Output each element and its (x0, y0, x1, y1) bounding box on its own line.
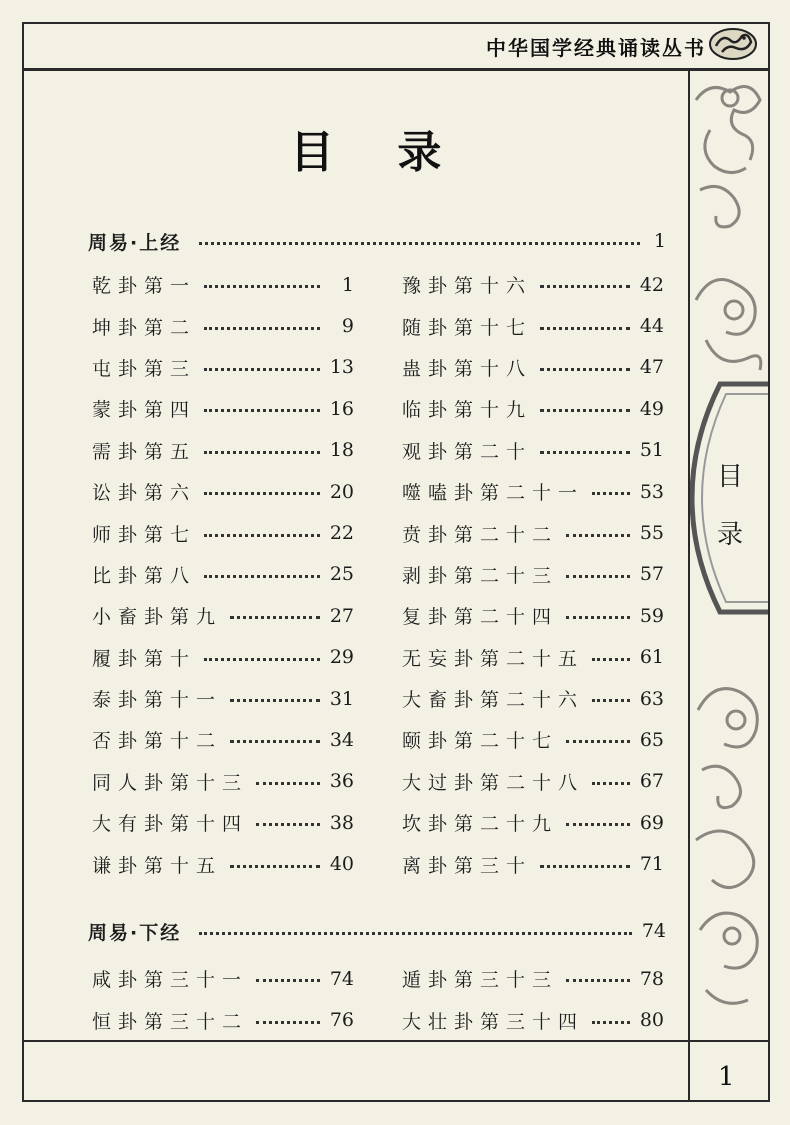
entry-page-number: 25 (329, 563, 354, 586)
entry-title: 复卦第二十四 (402, 606, 559, 629)
entry-page-number: 20 (329, 480, 354, 503)
entry-page-number: 63 (639, 687, 664, 710)
dot-leader (204, 658, 320, 661)
toc-column-left (92, 958, 354, 1041)
entry-title: 大有卦第十四 (92, 813, 249, 836)
toc-entry[interactable] (92, 958, 354, 999)
dot-leader (566, 740, 630, 743)
entry-title: 履卦第十 (92, 647, 197, 670)
toc-entry[interactable] (402, 305, 664, 346)
entry-title: 师卦第七 (92, 523, 197, 546)
toc-entry[interactable] (402, 802, 664, 843)
entry-title: 小畜卦第九 (92, 606, 223, 629)
dot-leader (592, 1021, 630, 1024)
toc-entry[interactable] (92, 305, 354, 346)
dot-leader (204, 575, 320, 578)
entry-title: 讼卦第六 (92, 482, 197, 505)
dot-leader (256, 1021, 320, 1024)
toc-entry[interactable] (92, 678, 354, 719)
header-rule (22, 68, 770, 71)
dot-leader (566, 575, 630, 578)
entry-page-number: 47 (639, 356, 664, 379)
entry-page-number: 27 (329, 604, 354, 627)
dot-leader (230, 865, 320, 868)
dot-leader (256, 782, 320, 785)
page-number: 1 (718, 1062, 735, 1092)
entry-page-number: 76 (329, 1009, 354, 1032)
entry-page-number: 1 (341, 273, 354, 296)
entry-title: 蒙卦第四 (92, 399, 197, 422)
entry-page-number: 40 (329, 853, 354, 876)
entry-title: 大畜卦第二十六 (402, 689, 585, 712)
side-tab-char: 目 (716, 462, 743, 492)
dot-leader (592, 782, 630, 785)
dot-leader (230, 699, 320, 702)
toc-entry[interactable] (402, 554, 664, 595)
toc-entry[interactable] (402, 595, 664, 636)
entry-page-number: 16 (329, 397, 354, 420)
entry-title: 同人卦第十三 (92, 771, 249, 794)
entry-title: 坤卦第二 (92, 316, 197, 339)
toc-entry[interactable] (92, 761, 354, 802)
dot-leader (540, 451, 630, 454)
entry-title: 颐卦第二十七 (402, 730, 559, 753)
toc-entry[interactable] (92, 347, 354, 388)
entry-title: 贲卦第二十二 (402, 523, 559, 546)
dot-leader (540, 285, 630, 288)
entry-title: 蛊卦第十八 (402, 357, 533, 380)
entry-page-number: 74 (329, 967, 354, 990)
entry-title: 离卦第三十 (402, 854, 533, 877)
section-name: 周易·下经 (88, 921, 182, 944)
toc-entry[interactable] (92, 264, 354, 305)
toc-entry[interactable] (402, 347, 664, 388)
entry-page-number: 9 (341, 315, 354, 338)
dot-leader (592, 658, 630, 661)
toc-entry[interactable] (92, 843, 354, 884)
toc-entry[interactable] (402, 430, 664, 471)
toc-entry[interactable] (402, 678, 664, 719)
entry-page-number: 71 (639, 853, 664, 876)
entry-title: 咸卦第三十一 (92, 969, 249, 992)
toc-entry[interactable] (92, 719, 354, 760)
toc-entry[interactable] (92, 471, 354, 512)
entry-page-number: 38 (329, 811, 354, 834)
entry-page-number: 42 (639, 273, 664, 296)
entry-title: 大过卦第二十八 (402, 771, 585, 794)
entry-page-number: 44 (639, 315, 664, 338)
entry-page-number: 34 (329, 728, 354, 751)
toc-entry[interactable] (92, 637, 354, 678)
entry-page-number: 31 (329, 687, 354, 710)
page-title: 目 录 (290, 127, 466, 178)
entry-title: 屯卦第三 (92, 357, 197, 380)
section-name: 周易·上经 (88, 231, 182, 254)
entry-title: 临卦第十九 (402, 399, 533, 422)
dot-leader (199, 242, 640, 245)
dot-leader (204, 327, 320, 330)
entry-page-number: 18 (329, 439, 354, 462)
toc-entry[interactable] (402, 999, 664, 1040)
entry-title: 豫卦第十六 (402, 275, 533, 298)
entry-title: 恒卦第三十二 (92, 1010, 249, 1033)
dot-leader (540, 368, 630, 371)
toc-entry[interactable] (92, 999, 354, 1040)
dot-leader (592, 699, 630, 702)
entry-title: 观卦第二十 (402, 440, 533, 463)
section-page-number: 1 (653, 230, 666, 252)
dot-leader (540, 327, 630, 330)
dot-leader (592, 492, 630, 495)
entry-title: 无妄卦第二十五 (402, 647, 585, 670)
entry-page-number: 55 (639, 522, 664, 545)
toc-entry[interactable] (92, 512, 354, 553)
entry-page-number: 57 (639, 563, 664, 586)
dot-leader (230, 740, 320, 743)
dot-leader (566, 823, 630, 826)
dot-leader (256, 823, 320, 826)
dot-leader (566, 616, 630, 619)
dot-leader (566, 979, 630, 982)
entry-page-number: 61 (639, 646, 664, 669)
chapter-side-tab (690, 380, 768, 616)
toc-entry[interactable] (92, 802, 354, 843)
entry-page-number: 53 (639, 480, 664, 503)
dot-leader (540, 409, 630, 412)
dot-leader (540, 865, 630, 868)
entry-page-number: 51 (639, 439, 664, 462)
dot-leader (204, 368, 320, 371)
toc-entry[interactable] (402, 388, 664, 429)
entry-title: 随卦第十七 (402, 316, 533, 339)
entry-title: 剥卦第二十三 (402, 564, 559, 587)
entry-title: 遁卦第三十三 (402, 969, 559, 992)
toc-entry[interactable] (402, 719, 664, 760)
entry-page-number: 22 (329, 522, 354, 545)
entry-page-number: 29 (329, 646, 354, 669)
toc-entry[interactable] (92, 554, 354, 595)
entry-title: 泰卦第十一 (92, 689, 223, 712)
dot-leader (256, 979, 320, 982)
toc-entry[interactable] (402, 264, 664, 305)
entry-title: 大壮卦第三十四 (402, 1010, 585, 1033)
toc-entry[interactable] (402, 471, 664, 512)
dot-leader (204, 534, 320, 537)
entry-title: 否卦第十二 (92, 730, 223, 753)
entry-page-number: 65 (639, 728, 664, 751)
toc-entry[interactable] (402, 958, 664, 999)
dot-leader (199, 932, 632, 935)
entry-page-number: 67 (639, 770, 664, 793)
dot-leader (204, 409, 320, 412)
entry-title: 噬嗑卦第二十一 (402, 482, 585, 505)
dragon-emblem-icon (708, 26, 758, 62)
dot-leader (204, 285, 320, 288)
toc-column-right (402, 958, 664, 1041)
side-tab-char: 录 (716, 520, 743, 550)
toc-section-heading[interactable] (88, 917, 666, 945)
entry-page-number: 80 (639, 1009, 664, 1032)
toc-entry[interactable] (92, 595, 354, 636)
toc-entry[interactable] (92, 430, 354, 471)
toc-entry[interactable] (402, 843, 664, 884)
toc-column-right (402, 264, 664, 885)
toc-entry[interactable] (402, 512, 664, 553)
entry-page-number: 69 (639, 811, 664, 834)
toc-column-left (92, 264, 354, 885)
entry-title: 坎卦第二十九 (402, 813, 559, 836)
entry-page-number: 49 (639, 397, 664, 420)
entry-page-number: 13 (329, 356, 354, 379)
entry-title: 乾卦第一 (92, 275, 197, 298)
toc-section-heading[interactable] (88, 227, 666, 255)
toc-entry[interactable] (92, 388, 354, 429)
series-title: 中华国学经典诵读丛书 (486, 36, 706, 60)
entry-title: 需卦第五 (92, 440, 197, 463)
dot-leader (230, 616, 320, 619)
dot-leader (204, 492, 320, 495)
entry-page-number: 36 (329, 770, 354, 793)
section-page-number: 74 (641, 920, 666, 942)
dot-leader (566, 534, 630, 537)
entry-title: 谦卦第十五 (92, 854, 223, 877)
entry-page-number: 59 (639, 604, 664, 627)
toc-entry[interactable] (402, 637, 664, 678)
dot-leader (204, 451, 320, 454)
toc-entry[interactable] (402, 761, 664, 802)
entry-title: 比卦第八 (92, 564, 197, 587)
entry-page-number: 78 (639, 967, 664, 990)
